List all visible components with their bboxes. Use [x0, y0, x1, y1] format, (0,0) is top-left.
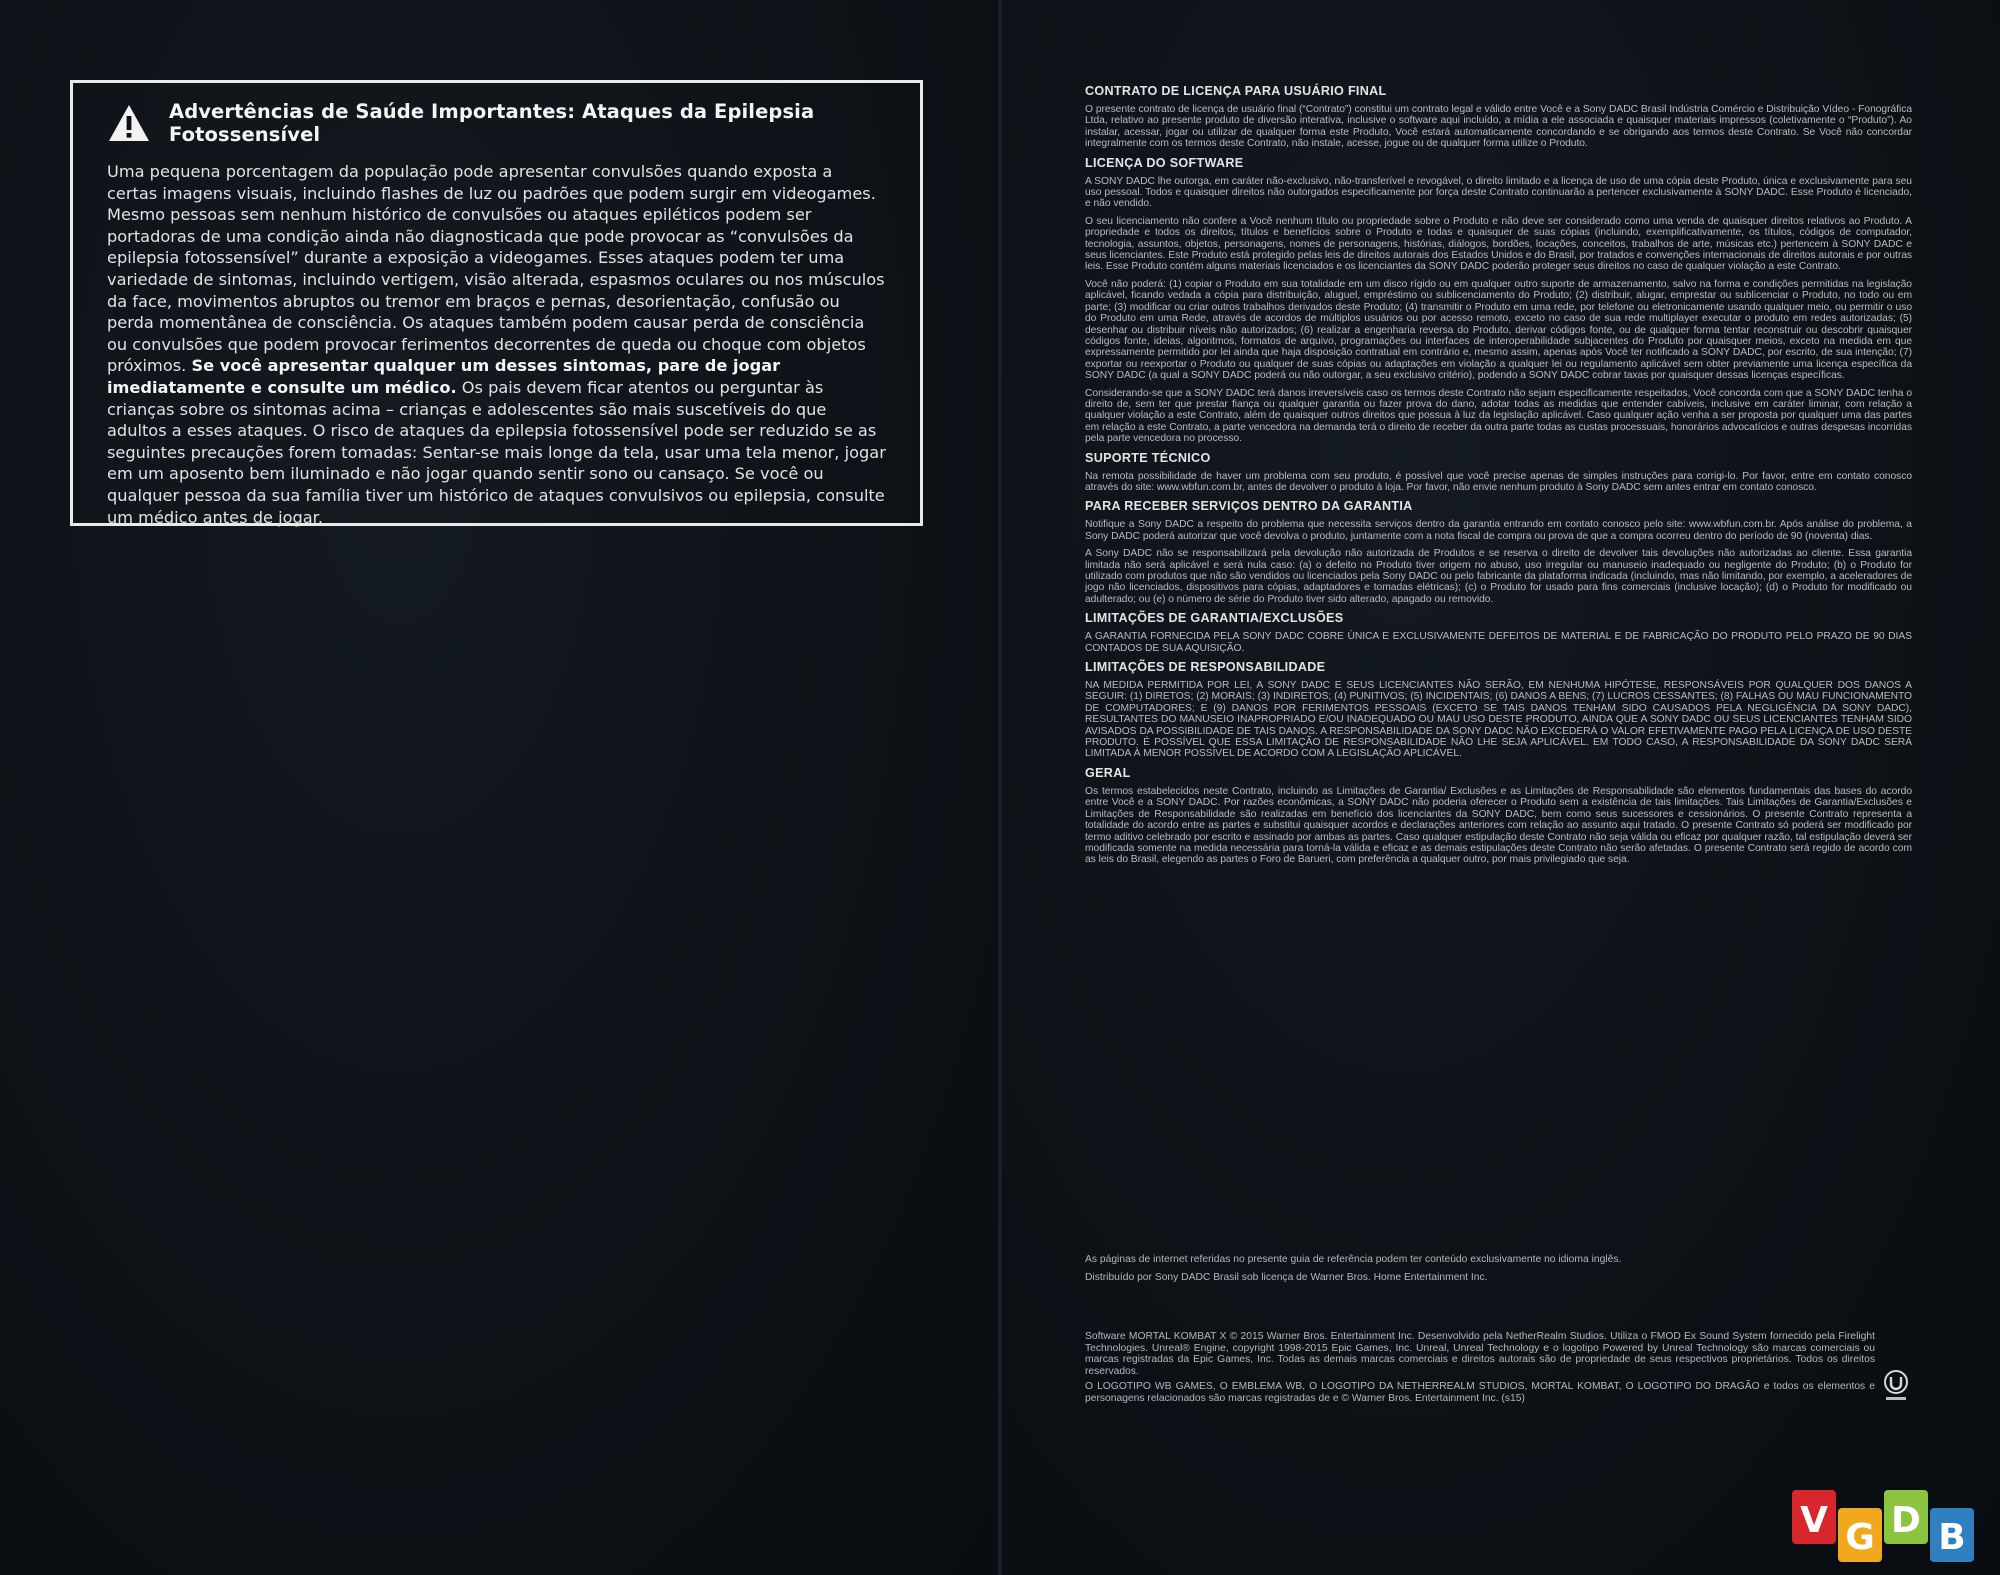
warning-header: [107, 101, 886, 145]
paragraph: Notifique a Sony DADC a respeito do problema que necessita serviços dentro da garantia entrando em contato conosco pelo site: www.wbfun.com.br. Após análise do problema, a Sony DADC poderá autorizar que você devolva o produto, juntamente com a nota fiscal de compra ou prova de que a compra ocorreu dentro do período de 90 (noventa) dias.: [1085, 519, 1912, 542]
paragraph: Na remota possibilidade de haver um problema com seu produto, é possível que você precise apenas de simples instruções para corrigi-lo. Por favor, entre em contato conosco através do site: www.wbfun.com.br, antes de devolver o produto à loja. Por favor, não envie nenhum produto à Sony DADC sem antes entrar em contato conosco.: [1085, 470, 1912, 493]
paragraph: Considerando-se que a SONY DADC terá danos irreversíveis caso os termos deste Contrato não sejam especificamente respeitados, Você concorda com que a SONY DADC tenha o direito de, sem ter que prestar fiança ou qualquer garantia ou fazer prova do dano, adotar todas as medidas que entender cabíveis, inclusive em caráter liminar, com relação a qualquer violação a este Contrato, além de quaisquer outros direitos que possua à luz da legislação aplicável. Caso qualquer ação venha a ser proposta por qualquer uma das partes em relação a este Contrato, a parte vencedora na demanda terá o direito de receber da outra parte todas as custas processuais, honorários advocatícios e outras despesas incorridas pela parte vencedora no processo.: [1085, 387, 1912, 445]
paragraph: A GARANTIA FORNECIDA PELA SONY DADC COBRE ÚNICA E EXCLUSIVAMENTE DEFEITOS DE MATERIAL E DE FABRICAÇÃO DO PRODUTO PELO PRAZO DE 90 DIAS CONTADOS DE SUA AQUISIÇÃO.: [1085, 631, 1912, 654]
section-title: CONTRATO DE LICENÇA PARA USUÁRIO FINAL: [1085, 84, 1387, 98]
note-language: As páginas de internet referidas no presente guia de referência podem ter conteúdo exclusivamente no idioma inglês.: [1085, 1254, 1622, 1265]
section-software-license: [1085, 156, 1912, 445]
svg-text:V: V: [1800, 1500, 1828, 1541]
warning-body-intro: Uma pequena porcentagem da população pode apresentar convulsões quando exposta a certas imagens visuais, incluindo flashes de luz ou padrões que podem surgir em videogames. Mesmo pessoas sem nenhum histórico de convulsões ou ataques epiléticos podem ser portadoras de uma condição ainda não diagnosticada que pode provocar as “convulsões da epilepsia fotossensível” durante a exposição a videogames. Esses ataques podem ter uma variedade de sintomas, incluindo vertigem, visão alterada, espasmos oculares ou nos músculos da face, movimentos abruptos ou tremor em braços e pernas, desorientação, confusão ou perda momentânea de consciência. Os ataques também podem causar perda de consciência ou convulsões que podem provocar ferimentos decorrentes de queda ou choque com objetos próximos.: [107, 162, 885, 376]
svg-text:D: D: [1891, 1500, 1921, 1541]
notes: [1085, 1254, 1912, 1289]
warning-triangle-icon: [107, 103, 151, 143]
paragraph: A Sony DADC não se responsabilizará pela devolução não autorizada de Produtos e se reserva o direito de devolver tais devoluções não autorizadas ao cliente. Essa garantia limitada não será aplicável e será nula caso: (a) o defeito no Produto tiver origem no abuso, uso irregular ou manuseio inadequado ou negligente do Produto; (b) o Produto for utilizado com produtos que não são vendidos ou licenciados pela Sony DADC ou pelo fabricante da plataforma indicada (incluindo, mas não limitando, por exemplo, a aceleradores de jogo não licenciados, dispositivos para cópias, adaptadores e tomadas elétricas); (c) o Produto for usado para fins comerciais (inclusive locação); (d) o Produto for modificado ou adulterado; ou (e) o número de série do Produto tiver sido alterado, apagado ou removido.: [1085, 548, 1912, 605]
section-general: [1085, 766, 1912, 866]
section-eula: [1085, 84, 1912, 150]
license-agreement: [1085, 84, 1912, 872]
paragraph: O seu licenciamento não confere a Você nenhum título ou propriedade sobre o Produto e não deve ser considerado como uma venda de quaisquer direitos relativos ao Produto. A propriedade e todos os direitos, títulos e benefícios sobre o Produto e todas e quaisquer de suas cópias (incluindo, exemplificativamente, os títulos, códigos de computador, tecnologia, assuntos, objetos, personagens, nomes de personagens, histórias, diálogos, bordões, locações, conceitos, trabalhos de arte, músicas etc.) pertencem à SONY DADC e seus licenciantes. Este Produto está protegido pelas leis de direitos autorais dos Estados Unidos e do Brasil, por tratados e convenções internacionais de direitos autorais e por outras leis. Esse Produto contém alguns materiais licenciados e os licenciantes da SONY DADC poderão proteger seus direitos no caso de qualquer violação a este Contrato.: [1085, 215, 1912, 273]
warning-body: [107, 161, 886, 528]
vgdb-letter-g: [1838, 1508, 1882, 1562]
section-warranty-limits: [1085, 611, 1912, 654]
credits: [1085, 1331, 1875, 1409]
left-page: [0, 0, 998, 1575]
svg-text:G: G: [1845, 1517, 1875, 1558]
warning-body-rest: Os pais devem ficar atentos ou perguntar às crianças sobre os sintomas acima – crianças e adolescentes são mais suscetíveis do que adultos a esses ataques. O risco de ataques da epilepsia fotossensível pode ser reduzido se as seguintes precauções forem tomadas: Sentar-se mais longe da tela, usar uma tela menor, jogar em um aposento bem iluminado e não jogar quando sentir sono ou cansaço. Se você ou qualquer pessoa da sua família tiver um histórico de ataques convulsivos ou epilepsia, consulte um médico antes de jogar.: [107, 377, 886, 527]
warning-body-bold: Se você apresentar qualquer um desses sintomas, pare de jogar imediatamente e consulte um médico.: [107, 356, 781, 397]
warning-title: Advertências de Saúde Importantes: Ataques da Epilepsia Fotossensível: [169, 100, 815, 146]
section-tech-support: [1085, 451, 1912, 494]
paragraph: A SONY DADC lhe outorga, em caráter não-exclusivo, não-transferível e revogável, o direito limitado e a licença de uso de uma cópia deste Produto, única e exclusivamente para seu uso pessoal. Todos e quaisquer direitos não outorgados especificamente por força deste Contrato continuarão a pertencer exclusivamente à SONY DADC. Esse Produto é licenciado, e não vendido.: [1085, 175, 1912, 210]
section-title: GERAL: [1085, 765, 1131, 780]
credits-trademarks: O LOGOTIPO WB GAMES, O EMBLEMA WB, O LOGOTIPO DA NETHERREALM STUDIOS, MORTAL KOMBAT, O LOGOTIPO DO DRAGÃO e todos os elementos e personagens relacionados são marcas registradas de e © Warner Bros. Entertainment Inc. (s15): [1085, 1381, 1875, 1404]
unreal-engine-logo-icon: [1878, 1368, 1914, 1404]
health-warning-box: [70, 80, 923, 526]
paragraph: Você não poderá: (1) copiar o Produto em sua totalidade em um disco rígido ou em qualquer outro suporte de armazenamento, salvo na forma e condições permitidas na legislação aplicável, ficando vedada a cópia para distribuição, aluguel, empréstimo ou sublicenciamento do Produto; (2) distribuir, alugar, emprestar ou sublicenciar o Produto, no todo ou em parte; (3) modificar ou criar outros trabalhos derivados deste Produto; (4) transmitir o Produto em uma rede, por telefone ou eletronicamente usando qualquer meio, ou permitir o uso do Produto em uma Rede, através de acordos de múltiplos usuários ou por acesso remoto, exceto no caso de sua rede multiplayer executar o produto em redes autorizadas; (5) desenhar ou distribuir níveis não autorizados; (6) realizar a engenharia reversa do Produto, derivar códigos fonte, ou de qualquer forma tentar reconstruir ou descobrir quaisquer códigos fonte, ideias, algoritmos, formatos de arquivo, programações ou interfaces de interoperabilidade subjacentes do Produto por quaisquer meios, exceto na medida em que expressamente permitido por lei ainda que haja disposição contratual em contrário e, mesmo assim, apenas após Você ter notificado a SONY DADC, por escrito, de sua intenção; (7) exportar ou reexportar o Produto ou qualquer de suas cópias ou adaptações em violação a qualquer lei ou regulamento aplicável sem obter previamente uma licença específica da SONY DADC (a qual a SONY DADC poderá ou não outorgar, a seu exclusivo critério), podendo a SONY DADC cobrar taxas por quaisquer dessas licenças específicas.: [1085, 278, 1912, 382]
note-distribution: Distribuído por Sony DADC Brasil sob licença de Warner Bros. Home Entertainment Inc.: [1085, 1271, 1488, 1283]
vgdb-letter-d: [1884, 1490, 1928, 1544]
section-title: SUPORTE TÉCNICO: [1085, 450, 1211, 465]
paragraph: Os termos estabelecidos neste Contrato, incluindo as Limitações de Garantia/ Exclusões e as Limitações de Responsabilidade são elementos fundamentais das bases do acordo entre Você e a SONY DADC. Por razões econômicas, a SONY DADC não poderia oferecer o Produto sem a existência de tais limitações. Tais Limitações de Garantia/Exclusões e Limitações de Responsabilidade são realizadas em benefício dos licenciantes da SONY DADC, bem como seus sucessores e cessionários. O presente Contrato representa a totalidade do acordo entre as partes e substitui quaisquer acordos e declarações anteriores com relação ao assunto aqui tratado. O presente Contrato só poderá ser modificado por termo aditivo celebrado por escrito e assinado por ambas as partes. Caso qualquer estipulação deste Contrato não seja válida ou eficaz por qualquer razão, tal estipulação deverá ser modificada somente na medida necessária para torná-la válida e eficaz e as demais estipulações deste Contrato não serão afetadas. O presente Contrato será regido de acordo com as leis do Brasil, elegendo as partes o Foro de Barueri, com preferência a qualquer outro, por mais privilegiado que seja.: [1085, 785, 1912, 866]
credits-software: Software MORTAL KOMBAT X © 2015 Warner Bros. Entertainment Inc. Desenvolvido pela NetherRealm Studios. Utiliza o FMOD Ex Sound System fornecido pela Firelight Technologies. Unreal® Engine, copyright 1998-2015 Epic Games, Inc. Unreal, Unreal Technology e o logotipo Powered by Unreal Technology são marcas comerciais ou marcas registradas da Epic Games, Inc. Todas as demais marcas comerciais e direitos autorais são de propriedade de seus respectivos proprietários. Todos os direitos reservados.: [1085, 1331, 1875, 1377]
section-title: LIMITAÇÕES DE RESPONSABILIDADE: [1085, 660, 1326, 675]
vgdb-watermark: [1790, 1488, 1990, 1568]
vgdb-letter-b: [1930, 1508, 1974, 1562]
vgdb-letter-v: [1792, 1490, 1836, 1544]
svg-text:B: B: [1938, 1517, 1966, 1558]
paragraph: NA MEDIDA PERMITIDA POR LEI, A SONY DADC E SEUS LICENCIANTES NÃO SERÃO, EM NENHUMA HIPÓTESE, RESPONSÁVEIS POR QUALQUER DOS DANOS A SEGUIR: (1) DIRETOS; (2) MORAIS; (3) INDIRETOS; (4) PUNITIVOS; (5) INCIDENTAIS; (6) DANOS A BENS; (7) LUCROS CESSANTES; (8) FALHAS OU MAU FUNCIONAMENTO DE COMPUTADORES; E (9) DANOS POR FERIMENTOS PESSOAIS (EXCETO SE TAIS DANOS TENHAM SIDO CAUSADOS PELA NEGLIGÊNCIA DA SONY DADC), RESULTANTES DO MANUSEIO INAPROPRIADO E/OU INADEQUADO OU MAU USO DESTE PRODUTO, AINDA QUE A SONY DADC OU SEUS LICENCIANTES TENHAM SIDO AVISADOS DA POSSIBILIDADE DE TAIS DANOS. A RESPONSABILIDADE DA SONY DADC NÃO EXCEDERÁ O VALOR EFETIVAMENTE PAGO PELA LICENÇA DE USO DESTE PRODUTO. É POSSÍVEL QUE ESSA LIMITAÇÃO DE RESPONSABILIDADE NÃO LHE SEJA APLICÁVEL. EM TODO CASO, A RESPONSABILIDADE DA SONY DADC SERÁ LIMITADA À MENOR POSSÍVEL DE ACORDO COM A LEGISLAÇÃO APLICÁVEL.: [1085, 680, 1912, 760]
section-title: PARA RECEBER SERVIÇOS DENTRO DA GARANTIA: [1085, 499, 1413, 514]
section-warranty-service: [1085, 499, 1912, 605]
paragraph: O presente contrato de licença de usuário final (“Contrato”) constitui um contrato legal e válido entre Você e a Sony DADC Brasil Indústria Comércio e Distribuição Vídeo - Fonográfica Ltda, relativo ao presente produto de diversão interativa, inclusive o software aqui incluído, a mídia a ele associada e quaisquer materiais impressos (coletivamente o “Produto”). Ao instalar, acessar, jogar ou utilizar de qualquer forma este Produto, Você estará automaticamente concordando e se obrigando aos termos deste Contrato. Se Você não concordar integralmente com os termos deste Contrato, não instale, acesse, jogue ou de qualquer forma utilize o Produto.: [1085, 104, 1912, 150]
section-title: LICENÇA DO SOFTWARE: [1085, 155, 1244, 170]
section-title: LIMITAÇÕES DE GARANTIA/EXCLUSÕES: [1085, 611, 1344, 626]
section-liability-limits: [1085, 660, 1912, 760]
